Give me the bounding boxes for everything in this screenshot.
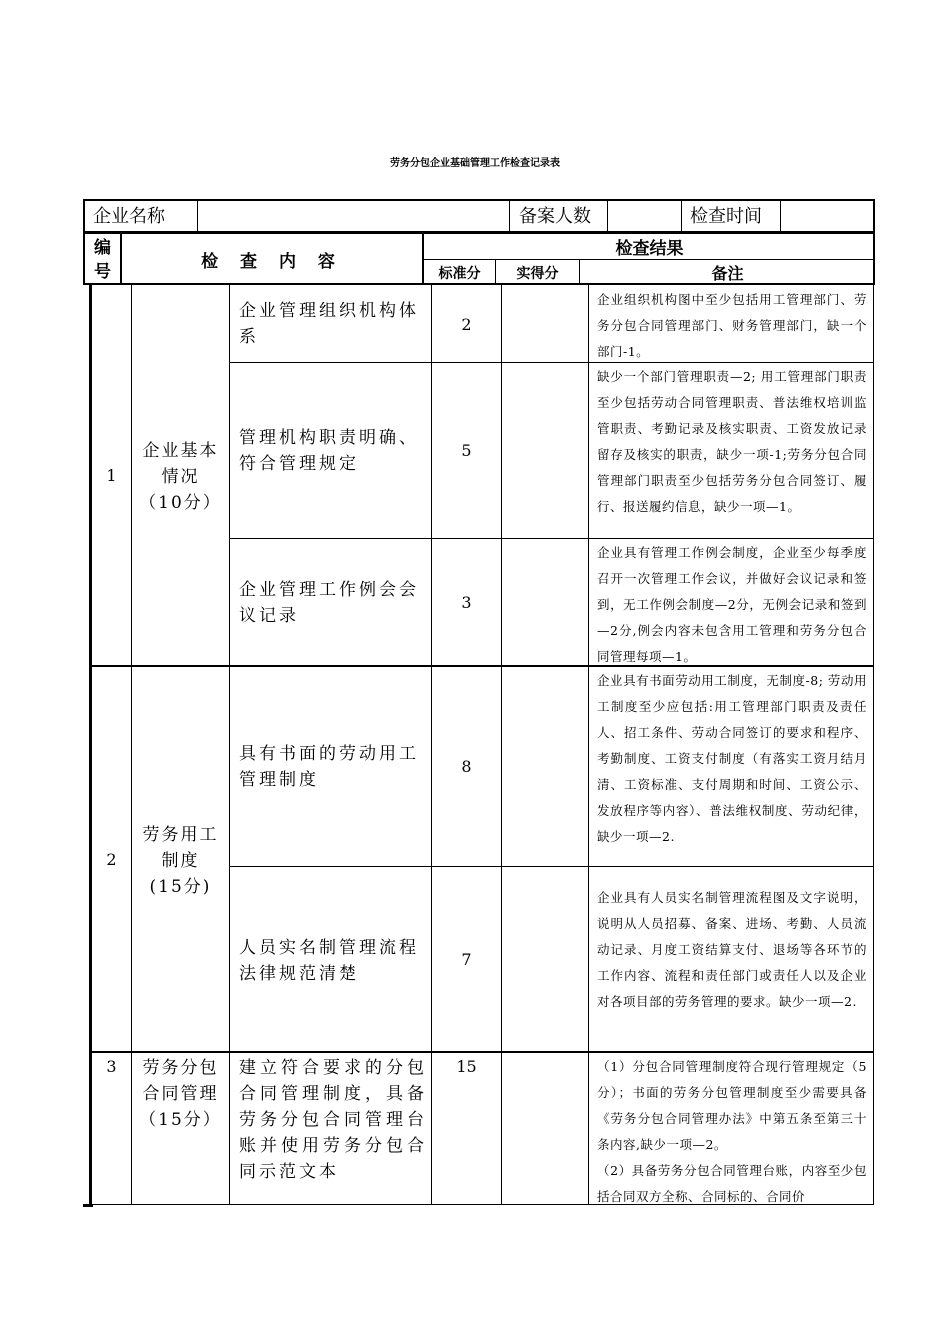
section-2-category-line1: 劳务用工 bbox=[142, 825, 219, 845]
col-result-header: 检查结果 bbox=[615, 239, 684, 259]
item-1-1-actual[interactable] bbox=[502, 286, 588, 362]
section-2-number: 2 bbox=[106, 849, 117, 869]
item-3-1-content: 建立符合要求的分包合同管理制度，具备劳务分包合同管理台账并使用劳务分包合同示范文本 bbox=[239, 1058, 427, 1182]
item-2-2-actual[interactable] bbox=[502, 867, 588, 1051]
item-1-1-score: 2 bbox=[461, 314, 472, 334]
section-3-category-line3: （15分） bbox=[139, 1110, 222, 1130]
section-1-category bbox=[132, 438, 229, 516]
table-header bbox=[83, 199, 875, 285]
col-actual-header: 实得分 bbox=[516, 265, 559, 282]
col-remark-header: 备注 bbox=[711, 264, 744, 283]
company-name-field[interactable] bbox=[198, 201, 508, 230]
section-2-category-line2: 制度 bbox=[161, 851, 200, 871]
item-3-1-note-p1: （1）分包合同管理制度符合现行管理规定（5分）；书面的劳务分包管理制度至少需要具备《劳务分包合同管理办法》中第五条至第三十条内容,缺少一项—2。 bbox=[597, 1059, 867, 1152]
registered-count-field[interactable] bbox=[608, 201, 680, 230]
item-1-2-note: 缺少一个部门管理职责—2; 用工管理部门职责至少包括劳动合同管理职责、普法维权培训监管职责、考勤记录及核实职责、工资发放记录留存及核实的职责，缺少一项-1;劳务分包合同管理部门职责至少包括劳务分包合同签订、履行、报送履约信息，缺少一项—1。 bbox=[597, 369, 867, 514]
item-1-1-content: 企业管理组织机构体系 bbox=[239, 301, 419, 347]
section-3-category bbox=[132, 1055, 229, 1133]
item-3-1-note-p2: （2）具备劳务分包合同管理台账，内容至少包括合同双方全称、合同标的、合同价 bbox=[597, 1163, 867, 1204]
col-standard-header: 标准分 bbox=[438, 265, 481, 282]
registered-count-label: 备案人数 bbox=[519, 206, 591, 227]
col-number-header bbox=[85, 234, 120, 285]
item-1-2-content: 管理机构职责明确、符合管理规定 bbox=[239, 428, 419, 474]
section-3-number: 3 bbox=[106, 1057, 117, 1076]
item-2-1-actual[interactable] bbox=[502, 667, 588, 866]
item-2-2-content: 人员实名制管理流程法律规范清楚 bbox=[239, 938, 419, 984]
check-time-field[interactable] bbox=[781, 201, 873, 230]
item-1-3-actual[interactable] bbox=[502, 539, 588, 665]
col-content-header: 检 查 内 容 bbox=[201, 252, 343, 272]
item-2-1-score: 8 bbox=[461, 757, 472, 776]
document-title: 劳务分包企业基础管理工作检查记录表 bbox=[390, 158, 560, 169]
item-2-2-note: 企业具有人员实名制管理流程图及文字说明，说明从人员招募、备案、进场、考勤、人员流动记录、月度工资结算支付、退场等各环节的工作内容、流程和责任部门或责任人以及企业对各项目部的劳务管理的要求。缺少一项—2. bbox=[597, 890, 867, 1009]
item-1-2-actual[interactable] bbox=[502, 363, 588, 538]
item-1-3-score: 3 bbox=[461, 592, 472, 612]
item-2-2-score: 7 bbox=[461, 949, 472, 969]
section-3-category-line2: 合同管理 bbox=[142, 1084, 219, 1104]
section-1-number: 1 bbox=[106, 466, 117, 485]
item-1-3-content: 企业管理工作例会会议记录 bbox=[239, 580, 419, 626]
item-1-1-note: 企业组织机构图中至少包括用工管理部门、劳务分包合同管理部门、财务管理部门，缺一个部门-1。 bbox=[597, 292, 867, 359]
company-name-label: 企业名称 bbox=[93, 206, 165, 227]
item-3-1-actual[interactable] bbox=[502, 1053, 588, 1204]
section-2-category bbox=[132, 822, 229, 900]
item-2-1-note: 企业具有书面劳动用工制度，无制度-8; 劳动用工制度至少应包括:用工管理部门职责及责任人、招工条件、劳动合同签订的要求和程序、 考勤制度、工资支付制度（有落实工资月结月清、工资标准、支付周期和时间、工资公示、发放程序等内容）、普法维权制度、劳动纪律，缺少一项—2. bbox=[597, 673, 867, 844]
item-1-3-note: 企业具有管理工作例会制度，企业至少每季度召开一次管理工作会议，并做好会议记录和签到，无工作例会制度—2分，无例会记录和签到—2分,例会内容未包含用工管理和劳务分包合同管理每项—1。 bbox=[597, 545, 867, 664]
col-number-header-line1: 编 bbox=[94, 237, 111, 258]
check-time-label: 检查时间 bbox=[690, 206, 762, 227]
section-2-category-line3: (15分) bbox=[149, 877, 212, 897]
section-1-category-line2: 情况 bbox=[161, 467, 200, 487]
item-3-1-note bbox=[597, 1054, 867, 1210]
section-1-category-line1: 企业基本 bbox=[142, 441, 219, 461]
item-3-1-score: 15 bbox=[456, 1057, 477, 1076]
section-1-category-line3: （10分） bbox=[139, 493, 222, 513]
section-3-category-line1: 劳务分包 bbox=[142, 1058, 219, 1078]
col-number-header-line2: 号 bbox=[94, 261, 111, 282]
item-2-1-content: 具有书面的劳动用工管理制度 bbox=[239, 744, 419, 790]
item-1-2-score: 5 bbox=[461, 441, 472, 460]
